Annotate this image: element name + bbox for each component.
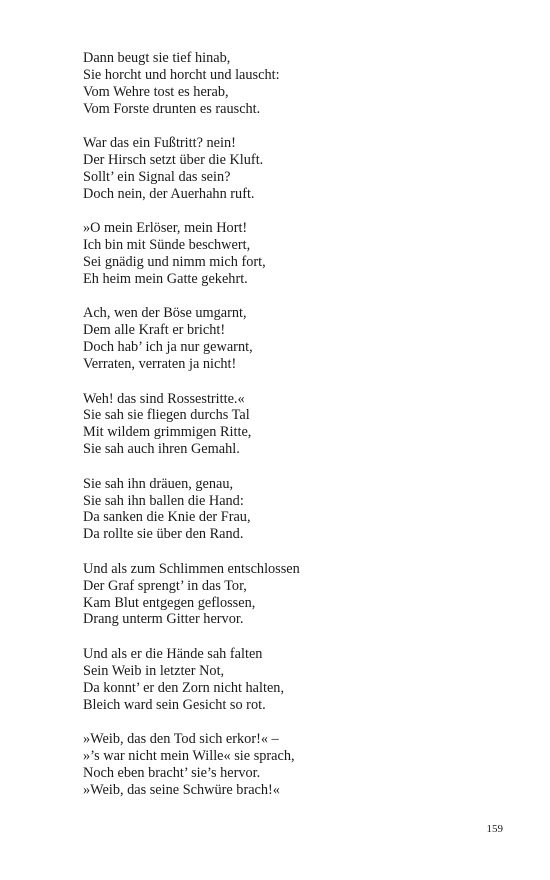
stanza-1 bbox=[83, 50, 523, 118]
verse-line: Der Graf sprengt’ in das Tor, bbox=[83, 577, 247, 594]
verse-line: Weh! das sind Rossestritte.« bbox=[83, 390, 245, 407]
verse-line: Sie sah ihn dräuen, genau, bbox=[83, 475, 234, 492]
verse-line: Sie sah ihn ballen die Hand: bbox=[83, 492, 244, 509]
verse-line: Sie sah sie fliegen durchs Tal bbox=[83, 407, 250, 424]
verse-line: Ich bin mit Sünde beschwert, bbox=[83, 237, 251, 254]
verse-line: Kam Blut entgegen geflossen, bbox=[83, 594, 256, 611]
verse-line: Und als zum Schlimmen entschlossen bbox=[83, 560, 300, 577]
verse-line: Sollt’ ein Signal das sein? bbox=[83, 168, 231, 185]
stanza-5 bbox=[83, 391, 523, 459]
verse-line: Vom Wehre tost es herab, bbox=[83, 83, 229, 100]
stanza-2 bbox=[83, 135, 523, 203]
page-number: 159 bbox=[486, 823, 503, 835]
verse-line: Da konnt’ er den Zorn nicht halten, bbox=[83, 679, 285, 696]
verse-line: Bleich ward sein Gesicht so rot. bbox=[83, 696, 266, 713]
stanza-6 bbox=[83, 476, 523, 544]
stanza-7 bbox=[83, 561, 523, 629]
stanza-3 bbox=[83, 220, 523, 288]
verse-line: »’s war nicht mein Wille« sie sprach, bbox=[83, 747, 295, 764]
stanza-8 bbox=[83, 646, 523, 714]
verse-line: Noch eben bracht’ sie’s hervor. bbox=[83, 764, 261, 781]
verse-line: Eh heim mein Gatte gekehrt. bbox=[83, 270, 248, 287]
stanza-4 bbox=[83, 305, 523, 373]
verse-line: Mit wildem grimmigen Ritte, bbox=[83, 424, 252, 441]
verse-line: Ach, wen der Böse umgarnt, bbox=[83, 305, 247, 322]
verse-line: Doch hab’ ich ja nur gewarnt, bbox=[83, 339, 253, 356]
poem-body bbox=[83, 50, 523, 816]
verse-line: Dann beugt sie tief hinab, bbox=[83, 50, 231, 66]
verse-line: Und als er die Hände sah falten bbox=[83, 645, 263, 662]
verse-line: Sie sah auch ihren Gemahl. bbox=[83, 441, 240, 458]
verse-line: War das ein Fußtritt? nein! bbox=[83, 135, 236, 152]
verse-line: »Weib, das den Tod sich erkor!« – bbox=[83, 731, 279, 747]
verse-line: Sie horcht und horcht und lauscht: bbox=[83, 66, 280, 83]
verse-line: Sein Weib in letzter Not, bbox=[83, 662, 225, 679]
verse-line: »Weib, das seine Schwüre brach!« bbox=[83, 781, 280, 798]
verse-line: Dem alle Kraft er bricht! bbox=[83, 322, 226, 339]
verse-line: Sei gnädig und nimm mich fort, bbox=[83, 254, 266, 271]
verse-line: »O mein Erlöser, mein Hort! bbox=[83, 220, 248, 237]
verse-line: Drang unterm Gitter hervor. bbox=[83, 611, 244, 628]
verse-line: Verraten, verraten ja nicht! bbox=[83, 356, 237, 373]
verse-line: Da rollte sie über den Rand. bbox=[83, 526, 244, 543]
verse-line: Vom Forste drunten es rauscht. bbox=[83, 100, 261, 117]
verse-line: Der Hirsch setzt über die Kluft. bbox=[83, 152, 264, 169]
stanza-9 bbox=[83, 731, 523, 799]
verse-line: Da sanken die Knie der Frau, bbox=[83, 509, 251, 526]
verse-line: Doch nein, der Auerhahn ruft. bbox=[83, 185, 255, 202]
